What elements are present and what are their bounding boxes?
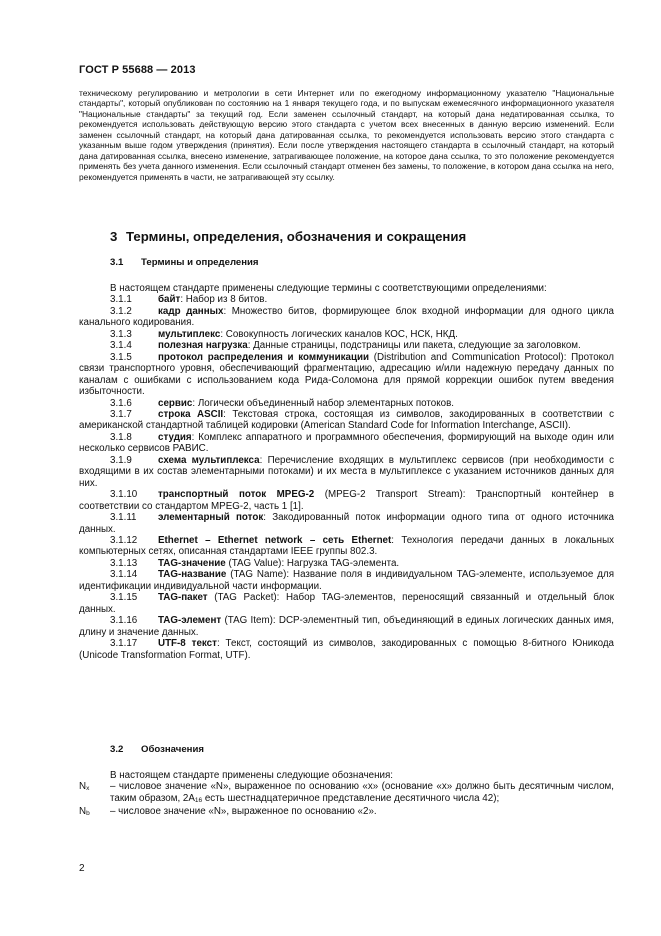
notation-item-nx	[79, 781, 614, 806]
term-name: полезная нагрузка	[158, 340, 248, 352]
term-name: транспортный поток MPEG-2	[158, 489, 315, 501]
term-definition: : Логически объединенный набор элементарных потоков.	[192, 397, 454, 409]
term-number: 3.1.3	[110, 328, 132, 340]
term-definition: : Закодированный поток информации одного типа от одного источника данных.	[79, 512, 614, 535]
term-name: кадр данных	[158, 305, 224, 317]
term-entry	[79, 455, 614, 489]
term-definition: (TAG Packet): Набор TAG-элементов, переносящий связанный и отдельный блок данных.	[79, 592, 614, 615]
term-name: TAG-элемент	[158, 615, 222, 627]
term-number: 3.1.12	[110, 534, 138, 546]
term-entry	[79, 512, 614, 535]
term-name: TAG-значение	[158, 557, 226, 569]
term-name: Ethernet – Ethernet network – сеть Ethernet	[158, 534, 392, 546]
notation-definition: – числовое значение «N», выраженное по основанию «x» (основание «x» должно быть десятичным числом, таким образом, $2A_{16}$ есть шестнадцатеричное представление десятичного числа 42);	[110, 781, 614, 804]
subsection-number: 3.1	[110, 257, 124, 268]
term-name: TAG-пакет	[158, 592, 208, 604]
term-entry	[79, 432, 614, 455]
term-entry	[79, 592, 614, 615]
terms-container	[79, 294, 614, 661]
subsection-3-2-title	[110, 744, 204, 755]
subsection-title-text: Термины и определения	[141, 257, 259, 268]
term-entry	[79, 489, 614, 512]
term-number: 3.1.2	[110, 305, 132, 317]
term-number: 3.1.8	[110, 431, 132, 443]
term-number: 3.1.10	[110, 489, 138, 501]
term-entry	[79, 306, 614, 329]
term-entry	[79, 294, 614, 305]
term-definition: : Технология передачи данных в локальных компьютерных сетях, описанная стандартами IEEE группы 802.3.	[79, 534, 615, 558]
term-definition: : Текст, состоящий из символов, закодированных с помощью 8-битного Юникода (Unicode Transformation Format, UTF).	[79, 638, 614, 661]
notation-definition: – числовое значение «N», выраженное по основанию «2».	[110, 806, 377, 818]
term-definition: : Данные страницы, подстраницы или пакета, следующие за заголовком.	[247, 340, 581, 352]
notation-symbol: $N_x$	[79, 781, 90, 793]
term-definition: : Набор из 8 битов.	[180, 294, 268, 306]
term-name: студия	[158, 431, 192, 443]
term-number: 3.1.15	[110, 592, 138, 604]
term-definition: (Distribution and Communication Protocol): Протокол связи транспортного уровня, обеспечивающий фрагментацию, адресацию и/или надежную передачу данных по каналам с ошибками с использованием кода Рида-Соломона для прямой коррекции ошибок путем введения избыточности.	[79, 351, 615, 398]
intro-paragraph	[79, 88, 614, 182]
intro-text: техническому регулированию и метрологии в сети Интернет или по ежегодному информационному указателю "Национальные стандарты", который опубликован по состоянию на 1 января текущего года, и по выпускам ежемесячного информационного указателя "Национальные стандарты" за текущий год. Если заменен ссылочный стандарт, на который дана недатированная ссылка, то рекомендуется использовать действующую версию этого стандарта с учетом всех внесенных в данную версию изменений. Если заменен ссылочный стандарт, на который дана датированная ссылка, то рекомендуется использовать версию этого стандарта с указанным выше годом утверждения (принятия). Если после утверждения настоящего стандарта в ссылочный стандарт, на который дана датированная ссылка, внесено изменение, затрагивающее положение, на которое дана ссылка, то это положение рекомендуется применять без учета данного изменения. Если ссылочный стандарт отменен без замены, то положение, в котором дана ссылка на него, рекомендуется применять в части, не затрагивающей эту ссылку.	[79, 88, 614, 182]
term-name: сервис	[158, 397, 193, 409]
term-definition: : Текстовая строка, состоящая из символов, закодированных в соответствии с американской стандартной таблицей кодировки (American Standard Code for Information Interchange, ASCII).	[79, 408, 615, 432]
section-title-text: Термины, определения, обозначения и сокращения	[126, 229, 467, 244]
term-entry	[79, 352, 614, 398]
term-definition: : Перечисление входящих в мультиплекс сервисов (при необходимости с входящими в их состав элементарными потоками) и их места в мультиплексе с указанием источников данных для них.	[79, 454, 614, 489]
term-number: 3.1.13	[110, 557, 138, 569]
term-number: 3.1.16	[110, 615, 138, 627]
term-number: 3.1.1	[110, 294, 132, 306]
term-definition: (TAG Name): Название поля в индивидуальном TAG-элементе, используемое для идентификации индивидуальной части информации.	[79, 569, 614, 592]
subsection-3-1-title	[110, 257, 259, 268]
term-number: 3.1.7	[110, 408, 132, 420]
term-number: 3.1.9	[110, 454, 132, 466]
term-name: элементарный поток	[158, 512, 264, 524]
term-name: строка ASCII	[158, 408, 224, 420]
term-entry	[79, 638, 614, 661]
page-number: 2	[79, 863, 85, 874]
term-entry	[79, 558, 614, 569]
notations-lead: В настоящем стандарте применены следующие обозначения:	[110, 770, 394, 781]
notation-symbol: $N_b$	[79, 806, 90, 818]
term-name: байт	[158, 294, 181, 306]
notations-list	[79, 770, 614, 818]
term-definition: : Совокупность логических каналов КОС, НСК, НКД.	[220, 328, 458, 340]
term-name: TAG-название	[158, 569, 227, 581]
term-entry	[79, 340, 614, 351]
section-3-title	[110, 229, 466, 244]
term-definition: : Комплекс аппаратного и программного обеспечения, формирующий на выходе один или несколько сервисов РАВИС.	[79, 431, 614, 455]
term-definition: : Множество битов, формирующее блок входной информации для одного цикла канального кодирования.	[79, 305, 614, 329]
subsection-number: 3.2	[110, 744, 124, 755]
term-number: 3.1.6	[110, 397, 132, 409]
term-definition: (MPEG-2 Transport Stream): Транспортный контейнер в соответствии со стандартом MPEG-2, часть 1 [1].	[79, 489, 615, 512]
terms-lead: В настоящем стандарте применены следующие термины с соответствующими определениями:	[110, 283, 547, 294]
term-number: 3.1.5	[110, 351, 132, 363]
term-name: схема мультиплекса	[158, 454, 260, 466]
term-definition: (TAG Value): Нагрузка TAG-элемента.	[225, 557, 400, 569]
term-number: 3.1.4	[110, 340, 132, 352]
notation-item-nb	[79, 806, 614, 817]
subsection-title-text: Обозначения	[141, 744, 204, 755]
term-entry	[79, 535, 614, 558]
section-number: 3	[110, 229, 118, 244]
term-name: UTF-8 текст	[158, 638, 217, 650]
term-entry	[79, 398, 614, 409]
term-name: мультиплекс	[158, 328, 221, 340]
term-definition: (TAG Item): DCP-элементный тип, объединяющий в единых логических данных имя, длину и значение данных.	[79, 615, 614, 638]
term-entry	[79, 615, 614, 638]
terms-list	[79, 283, 614, 661]
term-entry	[79, 329, 614, 340]
term-entry	[79, 409, 614, 432]
term-number: 3.1.11	[110, 512, 137, 524]
term-entry	[79, 569, 614, 592]
term-number: 3.1.17	[110, 638, 138, 650]
term-name: протокол распределения и коммуникации	[158, 351, 370, 363]
term-number: 3.1.14	[110, 569, 138, 581]
page-header: ГОСТ Р 55688 — 2013	[79, 64, 196, 76]
